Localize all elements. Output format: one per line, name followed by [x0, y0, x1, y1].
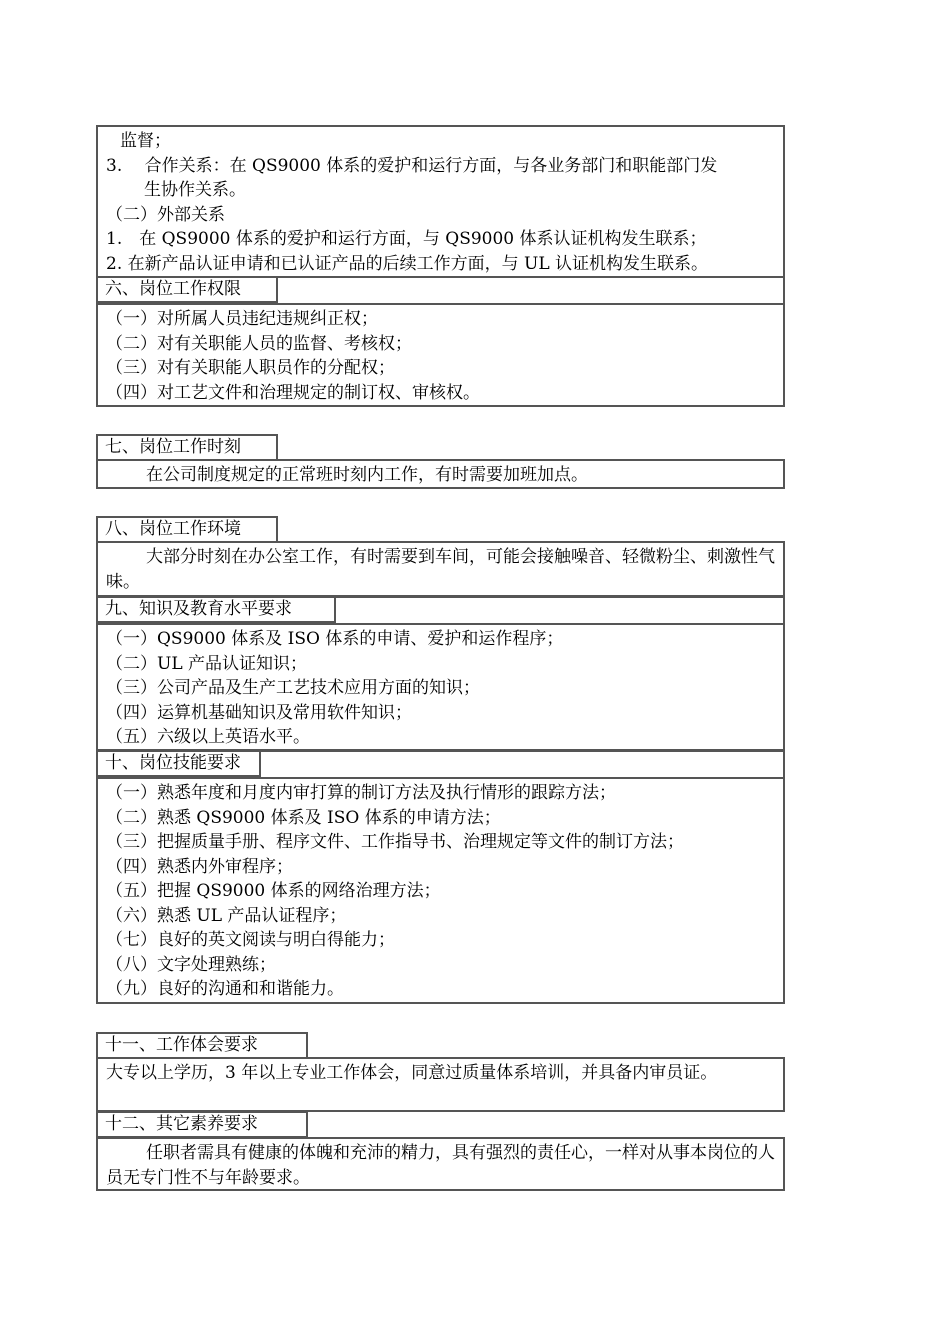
list-item: （七）良好的英文阅读与明白得能力；: [106, 930, 395, 950]
list-item: （四）熟悉内外审程序；: [106, 856, 293, 877]
section8-title: 八、岗位工作环境: [105, 519, 241, 539]
list-item: （三）把握质量手册、程序文件、工作指导书、治理规定等文件的制订方法；: [106, 832, 684, 852]
section6-title: 六、岗位工作权限: [105, 279, 241, 299]
section8-body: [96, 541, 785, 597]
list-item: （一）QS9000 体系及 ISO 体系的申请、爱护和运作程序；: [106, 629, 564, 649]
sec5-line: 1. 在 QS9000 体系的爱护和运行方面，与 QS9000 体系认证机构发生联系；: [106, 229, 707, 249]
list-item: （九）良好的沟通和和谐能力。: [106, 979, 344, 999]
list-item: （六）熟悉 UL 产品认证程序；: [106, 905, 347, 926]
section9-body: [96, 623, 785, 751]
section9-header-tail: [334, 596, 785, 623]
sec5-line: （二）外部关系: [106, 204, 225, 225]
section7-text: 在公司制度规定的正常班时刻内工作，有时需要加班加点。: [146, 465, 588, 485]
section12-title: 十二、其它素养要求: [105, 1114, 258, 1134]
list-item: （三）公司产品及生产工艺技术应用方面的知识；: [106, 678, 480, 698]
list-item: （八）文字处理熟练；: [106, 954, 276, 975]
section6-header: [96, 276, 278, 303]
section12-header: [96, 1111, 308, 1138]
section10-title: 十、岗位技能要求: [105, 753, 241, 773]
list-item: （四）运算机基础知识及常用软件知识；: [106, 702, 412, 723]
sec5-line: 监督；: [120, 131, 171, 151]
section9-title: 九、知识及教育水平要求: [105, 599, 292, 619]
section11-body: [96, 1057, 785, 1112]
section12-body: [96, 1137, 785, 1191]
section12-text: 任职者需具有健康的体魄和充沛的精力，具有强烈的责任心，一样对从事本岗位的人员无专门性不与年龄要求。: [106, 1143, 775, 1188]
section5-continuation-box: [96, 125, 785, 278]
section9-header: [96, 596, 336, 623]
section11-title: 十一、工作体会要求: [105, 1035, 258, 1055]
section8-header: [96, 516, 278, 543]
section11-text: 大专以上学历，3 年以上专业工作体会，同意过质量体系培训，并具备内审员证。: [106, 1063, 718, 1083]
section7-header: [96, 434, 278, 461]
section7-title: 七、岗位工作时刻: [105, 437, 241, 457]
list-item: （二）UL 产品认证知识；: [106, 653, 308, 674]
section6-body: [96, 303, 785, 407]
section6-header-tail: [276, 276, 785, 303]
section10-header-tail: [259, 750, 785, 777]
section11-header: [96, 1032, 308, 1059]
list-item: （五）六级以上英语水平。: [106, 727, 310, 747]
sec5-line: 3. 合作关系：在 QS9000 体系的爱护和运行方面，与各业务部门和职能部门发: [106, 155, 718, 176]
section10-header: [96, 750, 261, 777]
section7-body: [96, 459, 785, 489]
list-item: （五）把握 QS9000 体系的网络治理方法；: [106, 881, 441, 901]
section10-body: [96, 777, 785, 1004]
list-item: （二）熟悉 QS9000 体系及 ISO 体系的申请方法；: [106, 807, 501, 828]
list-item: （一）熟悉年度和月度内审打算的制订方法及执行情形的跟踪方法；: [106, 783, 616, 803]
list-item: （一）对所属人员违纪违规纠正权；: [106, 309, 378, 329]
list-item: （四）对工艺文件和治理规定的制订权、审核权。: [106, 382, 480, 403]
section8-text: 大部分时刻在办公室工作，有时需要到车间，可能会接触噪音、轻微粉尘、刺激性气味。: [106, 547, 775, 592]
sec5-line: 生协作关系。: [144, 180, 246, 200]
list-item: （二）对有关职能人员的监督、考核权；: [106, 333, 412, 354]
sec5-line: 2. 在新产品认证申请和已认证产品的后续工作方面，与 UL 认证机构发生联系。: [106, 253, 709, 274]
list-item: （三）对有关职能人职员作的分配权；: [106, 358, 395, 378]
